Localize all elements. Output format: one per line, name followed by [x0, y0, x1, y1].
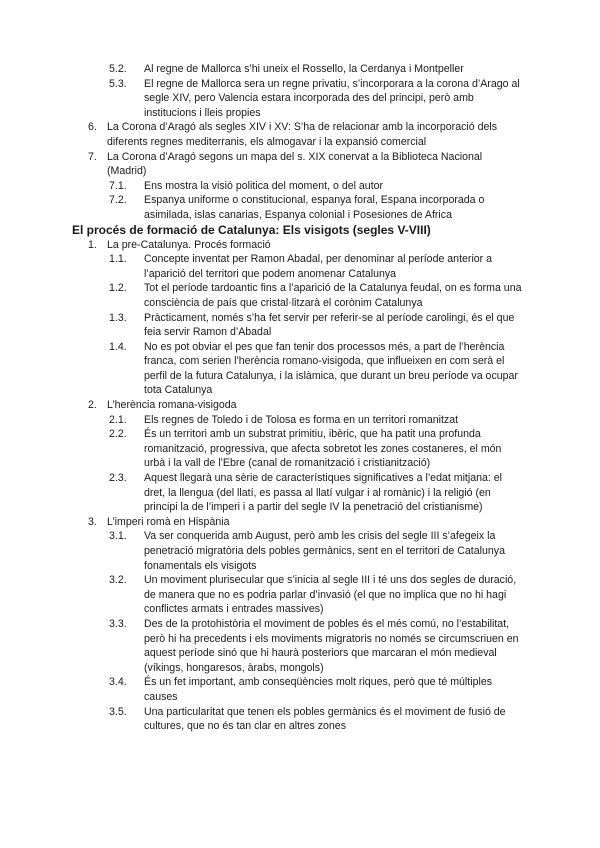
item-text: Els regnes de Toledo i de Tolosa es forma en un territori romanitzat — [144, 413, 459, 426]
document-page — [0, 62, 600, 734]
list-item — [0, 573, 600, 617]
item-text: Tot el període tardoantic fins a l’aparició de la Catalunya feudal, on es forma una consciència de país que cristal·litzarà el corònim Catalunya — [144, 282, 522, 309]
item-text: Des de la protohistòria el moviment de pobles és el més comú, no l’estabilitat, però hi ha precedents i els moviments migratoris no només se circumscriuen en aquest període sinó que hi haurà posteriors que marcaran el món medieval (víkings, hongaresos, àrabs, mongols) — [144, 617, 519, 674]
item-number: 1. — [88, 238, 97, 251]
list-item — [0, 705, 600, 734]
item-text: El regne de Mallorca sera un regne privatiu, s’incorporara a la corona d’Arago al segle XIV, pero Valencia estara incorporada des del principi, però amb institucions i lleis propies — [144, 77, 520, 119]
item-number: 7. — [88, 150, 97, 163]
item-text: L’herència romana-visigoda — [107, 399, 237, 412]
item-text: La Corona d’Aragó als segles XIV i XV: S’ha de relacionar amb la incorporació dels diferents regnes mediterranis, els almogavar i la expansió comercial — [107, 121, 498, 148]
item-number: 3.3. — [109, 617, 127, 630]
item-number: 7.2. — [109, 194, 127, 207]
list-item — [0, 675, 600, 704]
list-item — [0, 150, 600, 179]
item-text: Una particularitat que tenen els pobles germànics és el moviment de fusió de cultures, que no és tan clar en altres zones — [144, 705, 506, 733]
item-text: Va ser conquerida amb August, però amb les crisis del segle III s’afegeix la penetració migratòria dels pobles germànics, sent en el territori de Catalunya fonamentals els visigots — [144, 530, 505, 572]
item-number: 1.3. — [109, 311, 127, 324]
list-item — [0, 193, 600, 222]
list-item — [0, 413, 600, 428]
list-item — [0, 617, 600, 675]
item-number: 1.4. — [109, 340, 127, 353]
item-text: Pràcticament, només s’ha fet servir per referir-se al període carolingi, és el que feia servir Ramon d’Abadal — [144, 311, 515, 339]
list-item — [0, 311, 600, 340]
item-number: 3.1. — [109, 530, 127, 543]
item-number: 3. — [88, 515, 97, 528]
item-number: 1.2. — [109, 282, 127, 295]
list-item — [0, 529, 600, 573]
item-text: Al regne de Mallorca s’hi uneix el Rossello, la Cerdanya i Montpeller — [144, 63, 464, 75]
item-number: 2.2. — [109, 428, 127, 441]
item-number: 3.2. — [109, 574, 127, 587]
list-item — [0, 238, 600, 253]
list-item — [0, 398, 600, 413]
item-text: La Corona d’Aragó segons un mapa del s. XIX conervat a la Biblioteca Nacional (Madrid) — [107, 150, 483, 178]
list-item — [0, 120, 600, 149]
list-item — [0, 281, 600, 310]
item-number: 2. — [88, 399, 97, 412]
item-text: Aquest llegarà una sèrie de característiques significatives a l’edat mitjana: el dret, la llengua (del llatí, es passa al llatí vulgar i al romànic) i la religió (en principi la de l’imperi i a partir del segle IV la penetració del cristianisme) — [144, 472, 503, 514]
item-text: És un fet important, amb conseqüències molt riques, però que té múltiples causes — [144, 676, 493, 703]
list-item — [0, 252, 600, 281]
item-number: 3.5. — [109, 705, 127, 718]
list-item — [0, 77, 600, 121]
item-number: 3.4. — [109, 676, 127, 689]
item-text: L’imperi romà en Hispània — [107, 515, 230, 528]
item-number: 5.3. — [109, 77, 127, 90]
item-text: Espanya uniforme o constitucional, espanya foral, Espana incorporada o asimilada, islas canarias, Espanya colonial i Posesiones de Africa — [144, 194, 485, 221]
section-heading: El procés de formació de Catalunya: Els visigots (segles V-VIII) — [72, 222, 431, 237]
item-text: És un territori amb un substrat primitiu, ibèric, que ha patit una profunda romanització, progressiva, que afecta sobretot les zones costaneres, el món urbà i la vall de l’Ebre (canal de romanització i cristianització) — [144, 428, 502, 470]
list-item — [0, 340, 600, 398]
list-item — [0, 515, 600, 530]
item-number: 6. — [88, 121, 97, 134]
item-text: La pre-Catalunya. Procés formació — [107, 238, 271, 251]
item-number: 2.1. — [109, 413, 127, 426]
item-number: 1.1. — [109, 253, 127, 266]
item-text: Un moviment plurisecular que s’inicia al segle III i té uns dos segles de duració, de manera que no es podria parlar d’invasió (el que no implica que no hi hagi conflictes armats i entrades massives) — [144, 574, 517, 616]
item-text: Concepte inventat per Ramon Abadal, per denominar al període anterior a l’aparició del territori que podem anomenar Catalunya — [144, 253, 493, 280]
item-number: 5.2. — [109, 63, 127, 75]
list-item — [0, 427, 600, 471]
list-item — [0, 179, 600, 194]
item-number: 7.1. — [109, 179, 127, 192]
item-text: Ens mostra la visió politica del moment, o del autor — [144, 179, 384, 192]
item-number: 2.3. — [109, 472, 127, 485]
list-item — [0, 471, 600, 515]
item-text: No es pot obviar el pes que fan tenir dos processos més, a part de l’herència franca, com serien l’herència romano-visigoda, que influeixen en com serà el perfil de la futura Catalunya, i la islàmica, que durant un breu període va ocupar tota Catalunya — [144, 340, 518, 397]
list-item — [0, 62, 600, 77]
